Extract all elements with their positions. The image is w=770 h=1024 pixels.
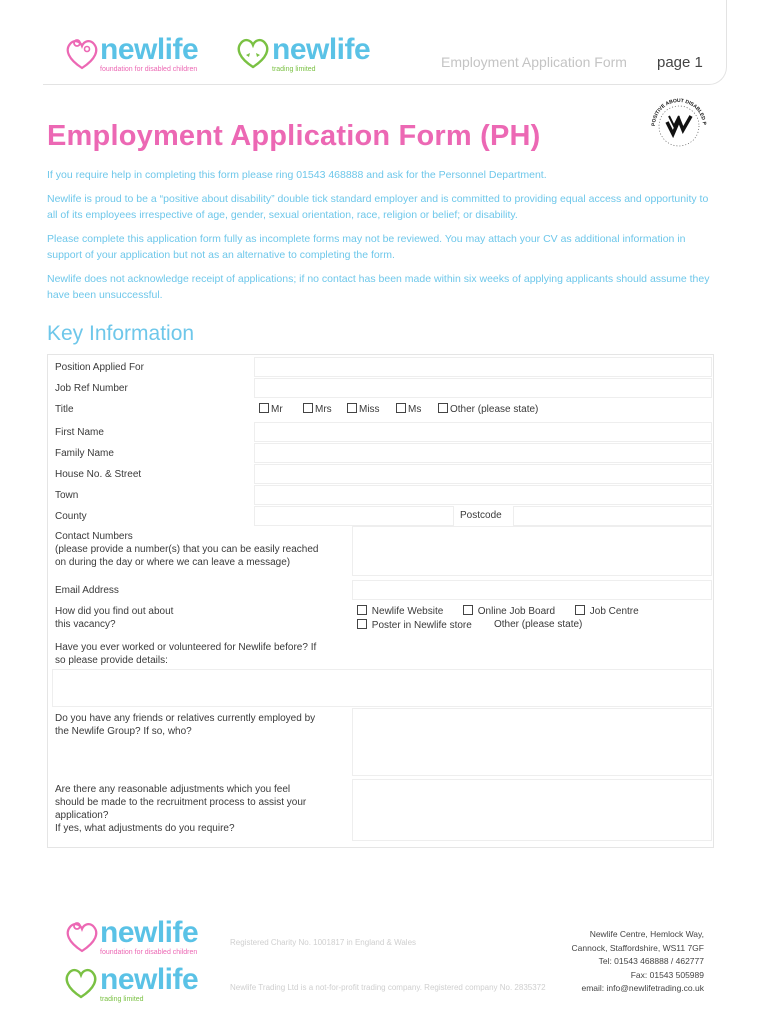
postcode-field[interactable] bbox=[513, 506, 712, 526]
logo-wordmark: newlife bbox=[100, 916, 199, 949]
title-option-mrs[interactable]: Mrs bbox=[303, 403, 332, 415]
trading-registration: Newlife Trading Ltd is a not-for-profit trading company. Registered company No. 2835372 bbox=[230, 983, 546, 992]
section-key-information: Key Information bbox=[47, 322, 195, 345]
family-heart-icon bbox=[64, 35, 100, 71]
contact-numbers-field[interactable] bbox=[352, 526, 712, 576]
worked-before-field[interactable] bbox=[52, 669, 712, 707]
page-title: Employment Application Form (PH) bbox=[47, 120, 541, 152]
source-option-job-board[interactable]: Online Job Board bbox=[463, 605, 555, 617]
source-option-other[interactable]: Other (please state) bbox=[494, 619, 583, 630]
address-line: Newlife Centre, Hemlock Way, bbox=[589, 929, 704, 939]
key-information-form bbox=[47, 354, 714, 848]
label-contact: Contact Numbers (please provide a number(s) that you can be easily reached on during the day or where we can leave a message) bbox=[55, 531, 319, 568]
recycle-heart-icon bbox=[62, 965, 100, 1001]
label-position: Position Applied For bbox=[55, 362, 144, 373]
label-friends: Do you have any friends or relatives currently employed by the Newlife Group? If so, who? bbox=[55, 713, 316, 737]
intro-no-acknowledgement: Newlife does not acknowledge receipt of applications; if no contact has been made within six weeks of applying applicants should assume they have been unsuccessful. bbox=[47, 273, 710, 301]
intro-help: If you require help in completing this form please ring 01543 468888 and ask for the Personnel Department. bbox=[47, 169, 547, 181]
logo-wordmark: newlife bbox=[272, 33, 371, 66]
logo-wordmark: newlife bbox=[100, 33, 199, 66]
job-ref-field[interactable] bbox=[254, 378, 712, 398]
newlife-foundation-logo bbox=[64, 35, 198, 74]
checkbox[interactable] bbox=[303, 403, 313, 413]
family-heart-icon bbox=[64, 918, 100, 954]
label-town: Town bbox=[55, 490, 79, 501]
phone-number: Tel: 01543 468888 / 462777 bbox=[598, 956, 704, 966]
checkbox[interactable] bbox=[357, 605, 367, 615]
county-field[interactable] bbox=[254, 506, 454, 526]
logo-tagline: foundation for disabled children bbox=[100, 949, 198, 956]
badge-text: POSITIVE ABOUT DISABLED P bbox=[650, 98, 708, 127]
positive-about-disabled-people-badge bbox=[645, 98, 713, 152]
logo-wordmark: newlife bbox=[100, 963, 199, 996]
label-adjustments: Are there any reasonable adjustments which you feel should be made to the recruitment process to assist your application? If yes, what adjustments do you require? bbox=[55, 784, 307, 834]
source-option-job-centre[interactable]: Job Centre bbox=[575, 605, 639, 617]
town-field[interactable] bbox=[254, 485, 712, 505]
label-family-name: Family Name bbox=[55, 448, 114, 459]
family-name-field[interactable] bbox=[254, 443, 712, 463]
address-line: Cannock, Staffordshire, WS11 7GF bbox=[571, 942, 704, 953]
adjustments-field[interactable] bbox=[352, 779, 712, 841]
intro-equal-opportunity: Newlife is proud to be a “positive about disability” double tick standard employer and is committed to providing equal access and opportunity to all of its employees irrespective of age, gender, sexual orientation, race, religion or belief; or disability. bbox=[47, 193, 709, 221]
label-worked-before: Have you ever worked or volunteered for Newlife before? If so please provide details: bbox=[55, 642, 317, 666]
page-number: page 1 bbox=[657, 54, 703, 71]
label-postcode: Postcode bbox=[460, 510, 502, 521]
recycle-heart-icon bbox=[234, 35, 272, 71]
fax-number: Fax: 01543 505989 bbox=[630, 969, 704, 980]
label-title: Title bbox=[55, 404, 74, 415]
intro-complete-form: Please complete this application form fully as incomplete forms may not be reviewed. You may attach your CV as additional information in support of your application but not as an alternative to completing the form. bbox=[47, 233, 686, 261]
checkbox[interactable] bbox=[347, 403, 357, 413]
checkbox[interactable] bbox=[396, 403, 406, 413]
email-field[interactable] bbox=[352, 580, 712, 600]
title-option-other[interactable]: Other (please state) bbox=[438, 403, 538, 415]
footer-address bbox=[572, 928, 704, 996]
label-job-ref: Job Ref Number bbox=[55, 383, 128, 394]
label-county: County bbox=[55, 511, 87, 522]
title-option-mr[interactable]: Mr bbox=[259, 403, 283, 415]
checkbox[interactable] bbox=[438, 403, 448, 413]
source-option-website[interactable]: Newlife Website bbox=[357, 605, 443, 617]
logo-tagline: trading limited bbox=[100, 996, 144, 1003]
newlife-trading-logo bbox=[234, 35, 370, 74]
title-option-ms[interactable]: Ms bbox=[396, 403, 421, 415]
first-name-field[interactable] bbox=[254, 422, 712, 442]
house-field[interactable] bbox=[254, 464, 712, 484]
label-email: Email Address bbox=[55, 585, 119, 596]
email-address[interactable]: email: info@newlifetrading.co.uk bbox=[581, 983, 704, 993]
label-house: House No. & Street bbox=[55, 469, 142, 480]
footer-foundation-logo bbox=[64, 918, 198, 957]
header-form-title: Employment Application Form bbox=[441, 54, 627, 70]
logo-tagline: trading limited bbox=[272, 66, 316, 73]
checkbox[interactable] bbox=[357, 619, 367, 629]
position-field[interactable] bbox=[254, 357, 712, 377]
checkbox[interactable] bbox=[575, 605, 585, 615]
logo-tagline: foundation for disabled children bbox=[100, 66, 198, 73]
friends-field[interactable] bbox=[352, 708, 712, 776]
title-option-miss[interactable]: Miss bbox=[347, 403, 380, 415]
checkbox[interactable] bbox=[463, 605, 473, 615]
label-first-name: First Name bbox=[55, 427, 104, 438]
checkbox[interactable] bbox=[259, 403, 269, 413]
charity-registration: Registered Charity No. 1001817 in England & Wales bbox=[230, 938, 417, 947]
source-option-poster[interactable]: Poster in Newlife store bbox=[357, 619, 472, 631]
label-found-vacancy: How did you find out about this vacancy? bbox=[55, 606, 174, 630]
footer-trading-logo bbox=[62, 965, 198, 1004]
